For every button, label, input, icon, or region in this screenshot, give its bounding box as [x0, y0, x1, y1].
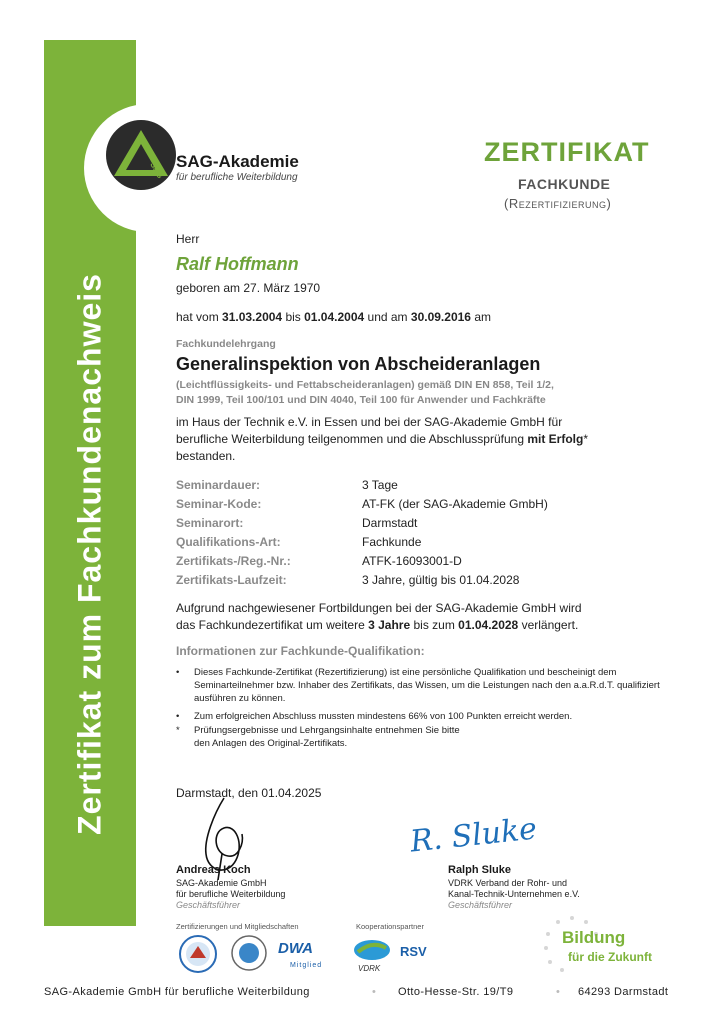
participation-line2: berufliche Weiterbildung teilgenommen und die Abschlussprüfung — [176, 432, 524, 446]
dates-bis: bis — [285, 310, 301, 324]
detail-label: Seminar-Kode: — [176, 497, 262, 511]
info-title: Informationen zur Fachkunde-Qualifikation: — [176, 644, 425, 658]
extension-text — [176, 600, 676, 634]
dates-line — [176, 310, 491, 324]
dwa-logo: DWA — [278, 940, 313, 957]
detail-value: AT-FK (der SAG-Akademie GmbH) — [362, 497, 548, 511]
course-label: Fachkundelehrgang — [176, 338, 276, 350]
membership-seal-icon — [230, 934, 268, 972]
extension-years: 3 Jahre — [368, 618, 411, 632]
extension-mid: bis zum — [413, 618, 455, 632]
certificate-title: ZERTIFIKAT — [484, 137, 650, 167]
course-subtitle-line1: (Leichtflüssigkeits- und Fettabscheideranlagen) gemäß DIN EN 858, Teil 1/2, — [176, 379, 554, 391]
extension-line1: Aufgrund nachgewiesener Fortbildungen bei der SAG-Akademie GmbH wird — [176, 601, 582, 615]
vdrk-text: VDRK — [358, 964, 381, 973]
signer-left-name: Andreas Koch — [176, 864, 251, 876]
detail-label: Seminarort: — [176, 516, 244, 530]
rsv-logo: RSV — [400, 944, 427, 959]
info-bullet — [176, 666, 686, 706]
footer-city: 64293 Darmstadt — [578, 986, 669, 998]
certificate-subtitle-2: (Rezertifizierung) — [504, 196, 612, 211]
slogan-2: für die Zukunft — [568, 950, 652, 964]
info-bullet — [176, 710, 686, 724]
detail-label: Seminardauer: — [176, 478, 261, 492]
signer-right-role: Geschäftsführer — [448, 900, 513, 910]
footer-separator: • — [372, 986, 376, 998]
dates-and: und am — [367, 310, 408, 324]
detail-label: Qualifikations-Art: — [176, 535, 281, 549]
participation-line3: bestanden. — [176, 449, 236, 463]
vdrk-logo-icon — [352, 936, 392, 964]
detail-value: Fachkunde — [362, 535, 422, 549]
org-name: SAG-Akademie — [176, 152, 299, 171]
signer-right-org1: VDRK Verband der Rohr- und — [448, 878, 568, 888]
info-bullet — [176, 724, 476, 752]
certificate-subtitle: FACHKUNDE — [518, 176, 611, 192]
extension-line2: das Fachkundezertifikat um weitere — [176, 618, 365, 632]
dwa-sub: Mitglied — [290, 962, 323, 969]
salutation: Herr — [176, 232, 200, 246]
participation-star: * — [583, 432, 589, 446]
bullet-text: Zum erfolgreichen Abschluss mussten mindestens 66% von 100 Punkten erreicht werden. — [194, 711, 573, 722]
date-from: 31.03.2004 — [222, 310, 283, 324]
extension-end: verlängert. — [521, 618, 579, 632]
course-title: Generalinspektion von Abscheideranlagen — [176, 354, 541, 374]
detail-value: 3 Tage — [362, 478, 398, 492]
participation-text — [176, 414, 676, 465]
date-to: 01.04.2004 — [304, 310, 365, 324]
course-subtitle — [176, 378, 676, 408]
signer-right-name: Ralph Sluke — [448, 864, 511, 876]
cert-label: Zertifizierungen und Mitgliedschaften — [176, 922, 299, 931]
extension-date: 01.04.2028 — [458, 618, 519, 632]
coop-label: Kooperationspartner — [356, 922, 424, 931]
logo-letters: SAG — [148, 160, 165, 181]
bullet-text: Dieses Fachkunde-Zertifikat (Rezertifizierung) ist eine persönliche Qualifikation und bescheinigt dem Seminarteilnehmer bzw. Inhaber des Zertifikats, das Wissen, um die Leistungen nach den a.a.R.d.T. qualifiziert ausführen zu können. — [194, 667, 660, 704]
certification-seal-icon — [178, 934, 218, 974]
date-3: 30.09.2016 — [410, 310, 471, 324]
footer-separator: • — [556, 986, 560, 998]
detail-value: ATFK-16093001-D — [362, 554, 462, 568]
detail-value: Darmstadt — [362, 516, 418, 530]
course-subtitle-line2: DIN 1999, Teil 100/101 und DIN 4040, Teil 100 für Anwender und Fachkräfte — [176, 394, 546, 406]
footer-company: SAG-Akademie GmbH für berufliche Weiterbildung — [44, 986, 310, 998]
bullet-symbol: * — [176, 725, 180, 736]
org-subtitle: für berufliche Weiterbildung — [176, 172, 298, 183]
slogan-1: Bildung — [562, 928, 626, 947]
signer-right-org2: Kanal-Technik-Unternehmen e.V. — [448, 889, 580, 899]
vertical-title: Zertifikat zum Fachkundenachweis — [71, 272, 108, 835]
signer-left-org2: für berufliche Weiterbildung — [176, 889, 286, 899]
participation-line1: im Haus der Technik e.V. in Essen und bei der SAG-Akademie GmbH für — [176, 415, 563, 429]
signer-left-org1: SAG-Akademie GmbH — [176, 878, 267, 888]
bullet-symbol: • — [176, 711, 180, 722]
signer-left-role: Geschäftsführer — [176, 900, 241, 910]
bullet-text: Prüfungsergebnisse und Lehrgangsinhalte entnehmen Sie bitte den Anlagen des Original-Zertifikats. — [194, 725, 460, 749]
place-date: Darmstadt, den 01.04.2025 — [176, 786, 322, 800]
detail-label: Zertifikats-Laufzeit: — [176, 573, 287, 587]
footer-street: Otto-Hesse-Str. 19/T9 — [398, 986, 514, 998]
participation-bold: mit Erfolg — [527, 432, 584, 446]
detail-label: Zertifikats-/Reg.-Nr.: — [176, 554, 291, 568]
birth-date: geboren am 27. März 1970 — [176, 281, 321, 295]
detail-value: 3 Jahre, gültig bis 01.04.2028 — [362, 573, 520, 587]
sag-logo-icon — [104, 118, 178, 192]
dates-suffix: am — [474, 310, 491, 324]
recipient-name: Ralf Hoffmann — [176, 254, 299, 274]
dates-prefix: hat vom — [176, 310, 219, 324]
bullet-symbol: • — [176, 667, 180, 678]
signature-right: R. Sluke — [408, 811, 539, 860]
